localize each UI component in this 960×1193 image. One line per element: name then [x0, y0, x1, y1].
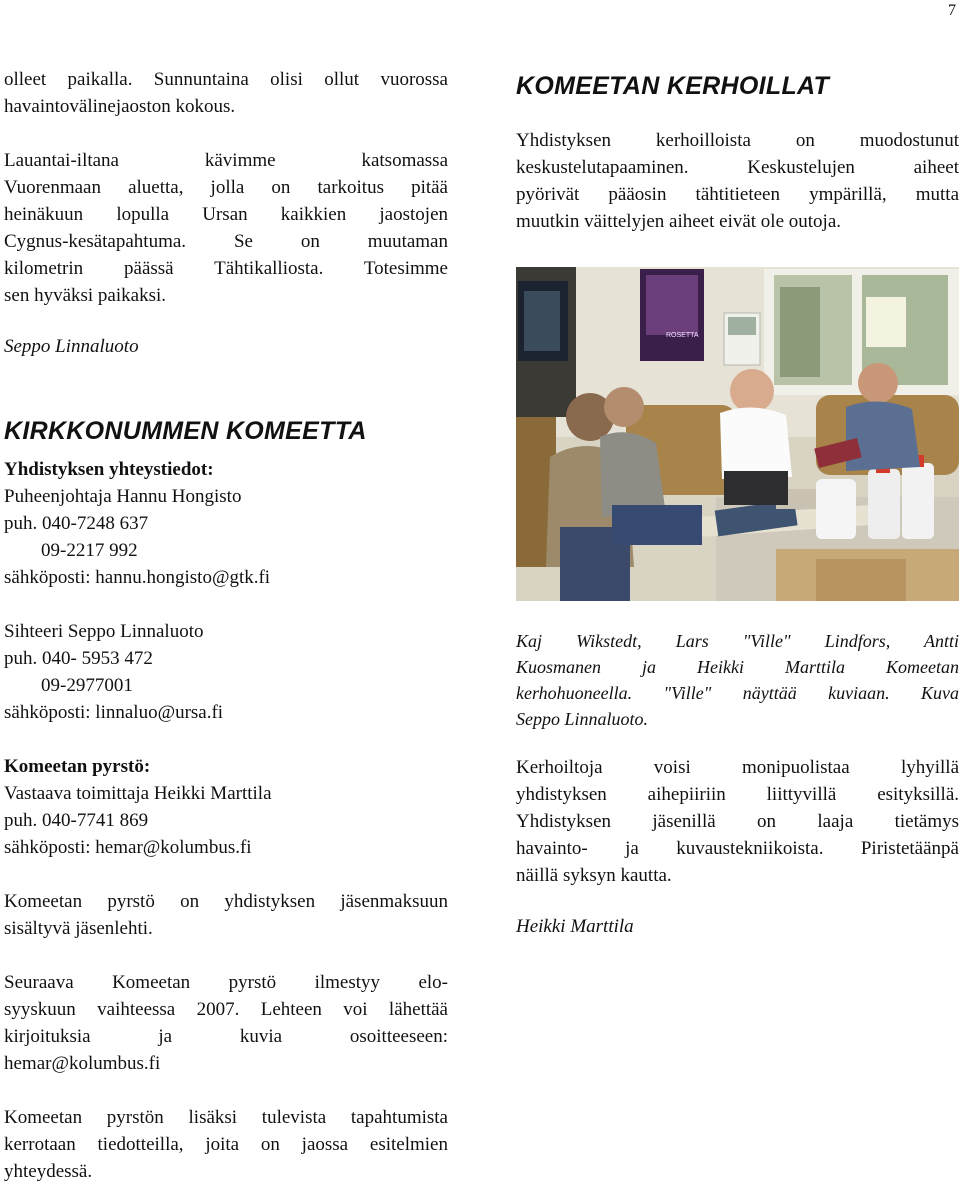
body-line: Kerhoiltoja voisi monipuolistaa lyhyillä	[516, 757, 959, 778]
intro-line: keskustelutapaaminen. Keskustelujen aiheet	[516, 157, 959, 178]
caption-line: Kuosmanen ja Heikki Marttila Komeetan	[516, 657, 959, 677]
secretary-email: sähköposti: linnaluo@ursa.fi	[4, 702, 224, 723]
secretary-phone: puh. 040- 5953 472	[4, 648, 153, 669]
photo-caption	[516, 628, 959, 732]
caption-line: Seppo Linnaluoto.	[516, 709, 649, 729]
editor-email: sähköposti: hemar@kolumbus.fi	[4, 837, 252, 858]
member-line: sisältyvä jäsenlehti.	[4, 918, 153, 939]
poster-text: ROSETTA	[666, 332, 699, 339]
para-line: Vuorenmaan aluetta, jolla on tarkoitus pitää	[4, 177, 448, 198]
chair-email: sähköposti: hannu.hongisto@gtk.fi	[4, 567, 271, 588]
para-line: Cygnus-kesätapahtuma. Se on muutaman	[4, 231, 448, 252]
right-column	[516, 66, 959, 940]
section-title: KOMEETAN KERHOILLAT	[516, 72, 830, 100]
body-line: Yhdistyksen jäsenillä on laaja tietämys	[516, 811, 959, 832]
club-meeting-photo	[516, 267, 959, 601]
intro-line: olleet paikalla. Sunnuntaina olisi ollut vuorossa	[4, 69, 448, 90]
intro-line: pyörivät pääosin tähtitieteen ympärillä, mutta	[516, 184, 959, 205]
editor-phone: puh. 040-7741 869	[4, 810, 149, 831]
para-line: Lauantai-iltana kävimme katsomassa	[4, 150, 448, 171]
next-issue-line: hemar@kolumbus.fi	[4, 1053, 161, 1074]
para-line: kilometrin päässä Tähtikalliosta. Totesimme	[4, 258, 448, 279]
body-line: yhdistyksen aihepiiriin liittyvillä esityksillä.	[516, 784, 959, 805]
pyrsto-label: Komeetan pyrstö:	[4, 756, 151, 777]
para-line: heinäkuun lopulla Ursan kaikkien jaostojen	[4, 204, 448, 225]
secretary-phone-2: 09-2977001	[41, 675, 133, 696]
events-line: yhteydessä.	[4, 1161, 93, 1182]
photo-illustration	[516, 267, 959, 601]
para-line: sen hyväksi paikaksi.	[4, 285, 167, 306]
caption-line: Kaj Wikstedt, Lars "Ville" Lindfors, Antti	[516, 631, 959, 651]
section-title: KIRKKONUMMEN KOMEETTA	[4, 417, 367, 445]
secretary-role: Sihteeri Seppo Linnaluoto	[4, 621, 204, 642]
intro-line: Yhdistyksen kerhoilloista on muodostunut	[516, 130, 959, 151]
editor-role: Vastaava toimittaja Heikki Marttila	[4, 783, 272, 804]
next-issue-line: Seuraava Komeetan pyrstö ilmestyy elo-	[4, 972, 448, 993]
signature: Seppo Linnaluoto	[4, 336, 139, 357]
left-column	[4, 66, 448, 1185]
events-line: kerrotaan tiedotteilla, joita on jaossa esitelmien	[4, 1134, 448, 1155]
body-line: näillä syksyn kautta.	[516, 865, 672, 886]
intro-line: muutkin väittelyjen aiheet eivät ole outoja.	[516, 211, 842, 232]
contacts-label: Yhdistyksen yhteystiedot:	[4, 459, 214, 480]
chair-phone: puh. 040-7248 637	[4, 513, 149, 534]
caption-line: kerhohuoneella. "Ville" näyttää kuviaan. Kuva	[516, 683, 959, 703]
chair-phone-2: 09-2217 992	[41, 540, 138, 561]
chair-role: Puheenjohtaja Hannu Hongisto	[4, 486, 242, 507]
next-issue-line: syyskuun vaihteessa 2007. Lehteen voi lähettää	[4, 999, 448, 1020]
member-line: Komeetan pyrstö on yhdistyksen jäsenmaksuun	[4, 891, 448, 912]
signature: Heikki Marttila	[516, 916, 634, 937]
intro-line: havaintovälinejaoston kokous.	[4, 96, 236, 117]
events-line: Komeetan pyrstön lisäksi tulevista tapahtumista	[4, 1107, 448, 1128]
body-line: havainto- ja kuvaustekniikoista. Piristetäänpä	[516, 838, 959, 859]
page-number: 7	[948, 2, 956, 19]
next-issue-line: kirjoituksia ja kuvia osoitteeseen:	[4, 1026, 448, 1047]
